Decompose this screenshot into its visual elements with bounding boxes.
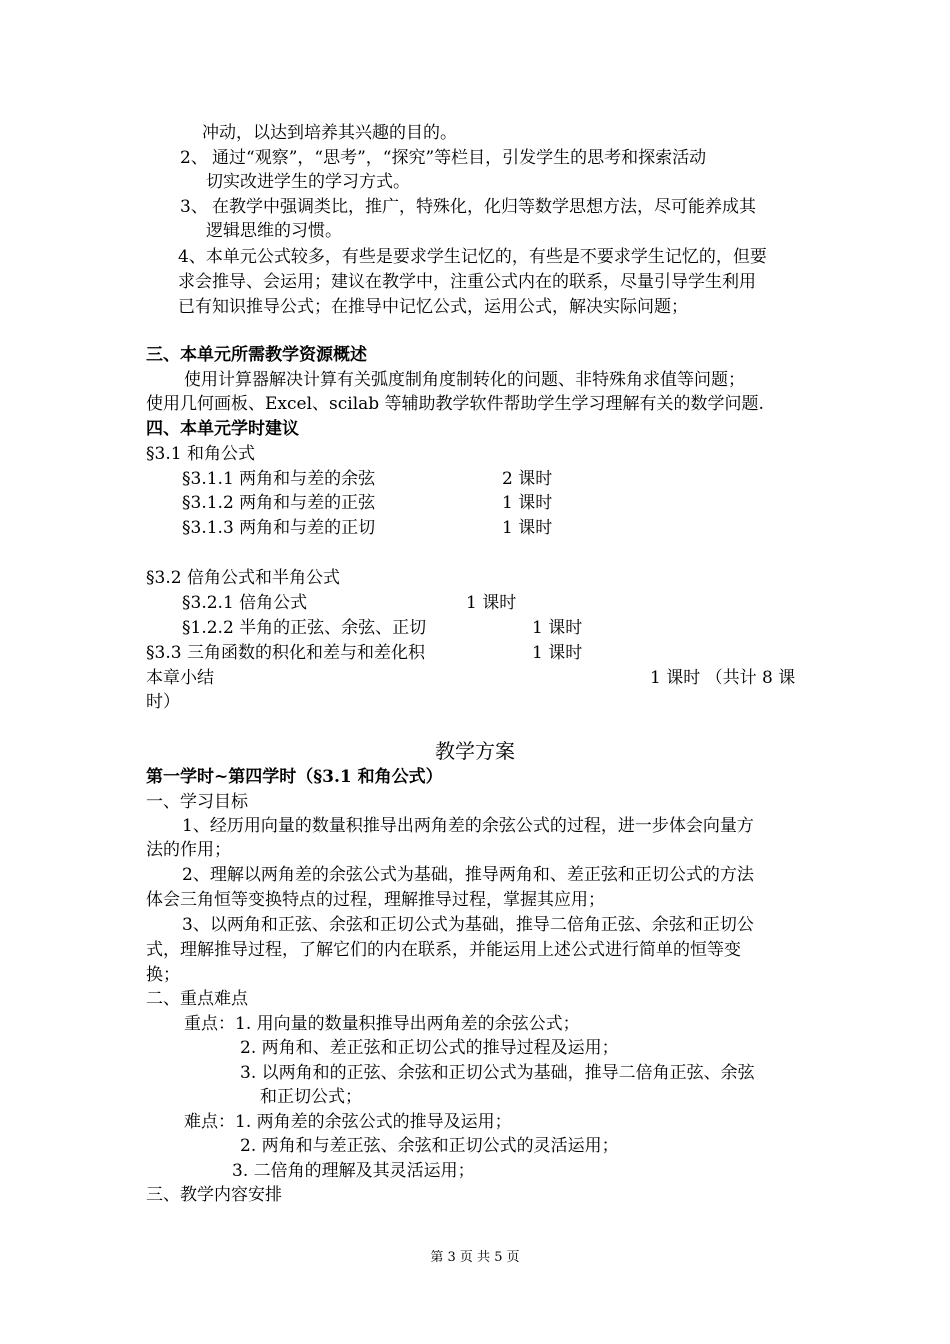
schedule-hours: 1 课时 [466,593,517,613]
text-line: 求会推导、会运用；建议在教学中，注重公式内在的联系，尽量引导学生利用 [178,272,756,292]
text-line: 使用计算器解决计算有关弧度制角度制转化的问题、非特殊角求值等问题； [184,370,745,390]
schedule-group: §3.1 和角公式 [146,444,255,464]
text-line: 和正切公式； [260,1087,362,1107]
text-line: 体会三角恒等变换特点的过程，理解推导过程，掌握其应用； [146,890,605,910]
subsection-heading: 一、学习目标 [146,792,248,812]
text-line: 换； [146,965,180,985]
schedule-summary: 本章小结 [146,668,214,688]
subsection-heading: 二、重点难点 [146,989,248,1009]
text-line: 重点：1. 用向量的数量积推导出两角差的余弦公式； [184,1014,580,1034]
schedule-hours: 1 课时 [502,493,553,513]
schedule-item: §3.1.2 两角和与差的正弦 [182,493,376,513]
text-line: 2. 两角和与差正弦、余弦和正切公式的灵活运用； [240,1136,619,1156]
schedule-hours: 1 课时 [532,618,583,638]
schedule-hours: 1 课时 （共计 8 课 [650,668,796,688]
schedule-hours: 1 课时 [502,518,553,538]
schedule-item: §3.2.1 倍角公式 [182,593,308,613]
text-line: 3、以两角和正弦、余弦和正切公式为基础，推导二倍角正弦、余弦和正切公 [182,915,754,935]
plan-heading: 第一学时~第四学时（§3.1 和角公式） [146,767,443,787]
text-line: 难点：1. 两角差的余弦公式的推导及运用； [184,1112,512,1132]
text-line: 4、本单元公式较多，有些是要求学生记忆的，有些是不要求学生记忆的，但要 [178,247,767,267]
schedule-group: §3.3 三角函数的积化和差与和差化积 [146,643,425,663]
list-number: 3、 [180,197,208,217]
text-line: 法的作用； [146,840,231,860]
text-line: 通过“观察”，“思考”，“探究”等栏目，引发学生的思考和探索活动 [212,148,707,168]
text-line: 式，理解推导过程，了解它们的内在联系，并能运用上述公式进行简单的恒等变 [146,940,741,960]
text-line: 逻辑思维的习惯。 [206,221,342,241]
text-line: 3. 以两角和的正弦、余弦和正切公式为基础，推导二倍角正弦、余弦 [240,1063,755,1083]
text-line: 已有知识推导公式；在推导中记忆公式，运用公式，解决实际问题； [178,297,688,317]
text-line: 2. 两角和、差正弦和正切公式的推导过程及运用； [240,1038,619,1058]
text-line: 3. 二倍角的理解及其灵活运用； [232,1161,475,1181]
section-heading: 三、本单元所需教学资源概述 [146,345,367,365]
text-line: 1、经历用向量的数量积推导出两角差的余弦公式的过程，进一步体会向量方 [182,816,754,836]
schedule-hours: 1 课时 [532,643,583,663]
text-line: 切实改进学生的学习方式。 [206,172,410,192]
section-heading: 四、本单元学时建议 [146,419,299,439]
schedule-item: §3.1.3 两角和与差的正切 [182,518,376,538]
text-line: 2、理解以两角差的余弦公式为基础，推导两角和、差正弦和正切公式的方法 [182,865,754,885]
subsection-heading: 三、教学内容安排 [146,1185,282,1205]
text-line: 时） [146,692,180,712]
schedule-item: §1.2.2 半角的正弦、余弦、正切 [182,618,427,638]
plan-title: 教学方案 [435,739,515,763]
schedule-hours: 2 课时 [502,469,553,489]
text-line: 在教学中强调类比，推广，特殊化，化归等数学思想方法，尽可能养成其 [212,197,756,217]
text-line: 冲动，以达到培养其兴趣的目的。 [202,123,457,143]
schedule-group: §3.2 倍角公式和半角公式 [146,568,340,588]
list-number: 2、 [180,148,208,168]
schedule-item: §3.1.1 两角和与差的余弦 [182,469,376,489]
page-number: 第 3 页 共 5 页 [430,1250,520,1265]
text-line: 使用几何画板、Excel、scilab 等辅助教学软件帮助学生学习理解有关的数学问题. [146,394,764,414]
